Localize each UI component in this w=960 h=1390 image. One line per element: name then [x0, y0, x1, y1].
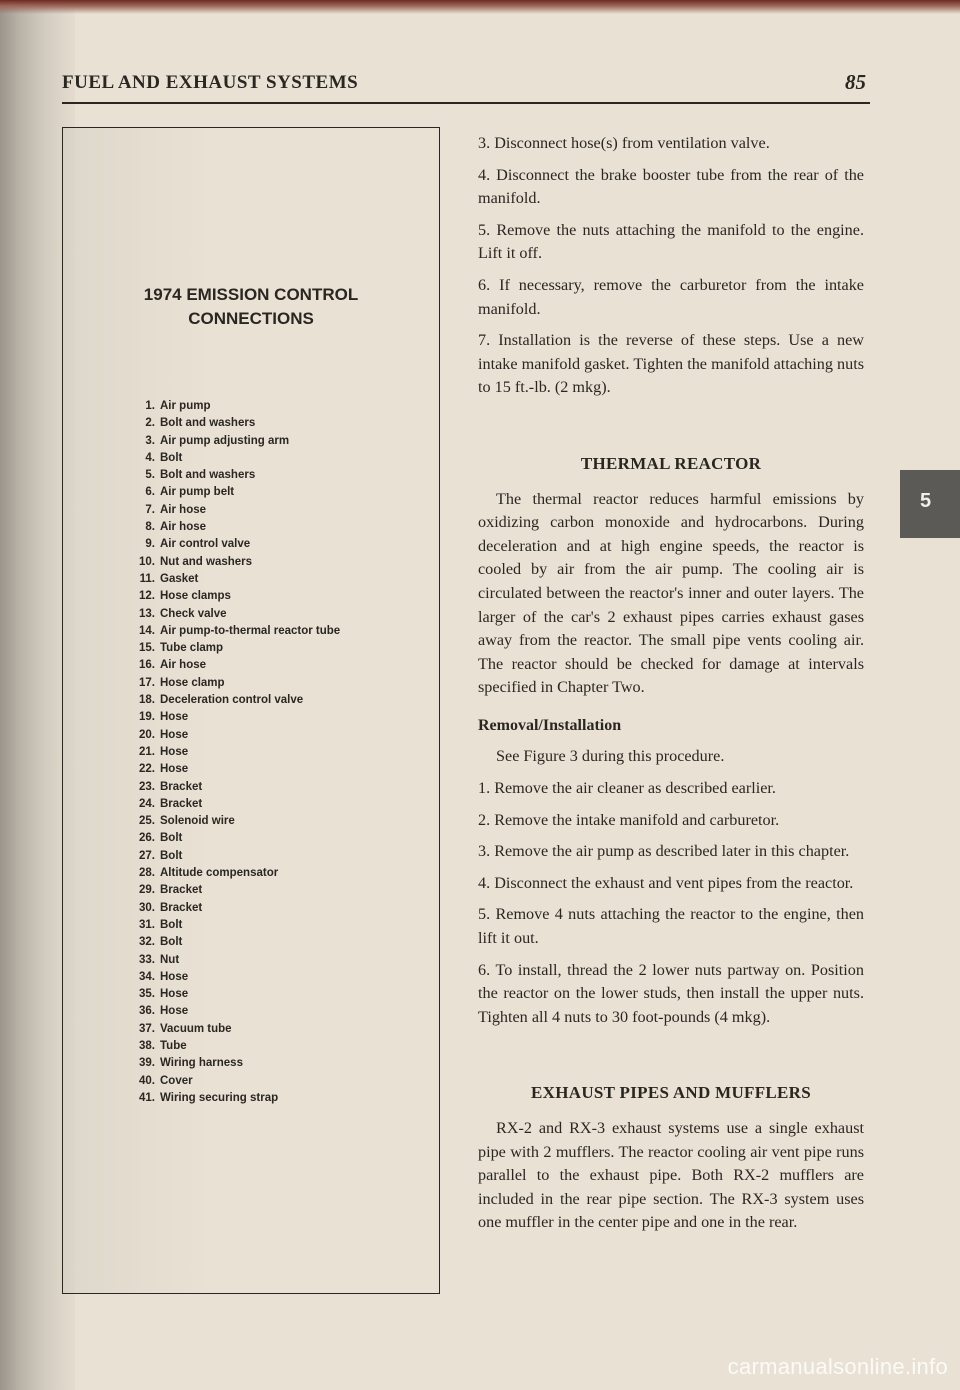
- legend-item-label: Hose: [160, 711, 189, 724]
- legend-item: [133, 415, 340, 432]
- legend-item: [133, 865, 340, 882]
- legend-item-label: Hose clamps: [160, 590, 231, 603]
- page-top-edge: [0, 0, 960, 14]
- procedure-step: 5. Remove 4 nuts attaching the reactor to the engine, then lift it out.: [478, 905, 864, 948]
- legend-item-label: Wiring securing strap: [160, 1091, 279, 1104]
- legend-item-number: 22.: [139, 763, 155, 776]
- right-text-column: [478, 132, 864, 1243]
- exhaust-heading: EXHAUST PIPES AND MUFFLERS: [531, 1083, 811, 1103]
- legend-item-label: Tube clamp: [160, 642, 224, 655]
- figure-title-line-1: 1974 EMISSION CONTROL: [143, 285, 359, 304]
- legend-item: [133, 588, 340, 605]
- see-figure-note: See Figure 3 during this procedure.: [496, 747, 725, 766]
- legend-item: [133, 779, 340, 796]
- legend-item-number: 28.: [139, 867, 155, 880]
- legend-item-number: 12.: [139, 590, 155, 603]
- legend-item-label: Bolt and washers: [160, 469, 256, 482]
- legend-item-label: Tube: [160, 1039, 187, 1052]
- legend-item-label: Air hose: [160, 521, 207, 534]
- legend-item-label: Air pump-to-thermal reactor tube: [160, 624, 341, 637]
- legend-item: [133, 433, 340, 450]
- legend-item-label: Vacuum tube: [160, 1022, 232, 1035]
- legend-item-number: 36.: [139, 1005, 155, 1018]
- legend-item-label: Air control valve: [160, 538, 251, 551]
- legend-item-number: 26.: [139, 832, 155, 845]
- legend-item: [133, 450, 340, 467]
- legend-item-label: Air pump belt: [160, 486, 235, 499]
- legend-item-label: Air pump: [160, 400, 211, 412]
- legend-item: [133, 484, 340, 501]
- removal-installation-subheading: Removal/Installation: [478, 716, 622, 734]
- legend-item-number: 16.: [139, 659, 155, 672]
- legend-item: [133, 606, 340, 623]
- legend-item-number: 13.: [139, 607, 155, 620]
- legend-item-number: 38.: [139, 1039, 155, 1052]
- legend-item: [133, 761, 340, 778]
- exhaust-body: RX-2 and RX-3 exhaust systems use a single exhaust pipe with 2 mufflers. The reactor cooling air vent pipe runs parallel to the exhaust pipe. Both RX-2 mufflers are included in the rear pipe section. The RX-3 system uses one muffler in the center pipe and one in the rear.: [478, 1119, 864, 1232]
- legend-item-number: 40.: [139, 1074, 155, 1087]
- legend-item-label: Altitude compensator: [160, 867, 279, 880]
- legend-item: [133, 1073, 340, 1090]
- legend-item-label: Bolt: [160, 832, 183, 845]
- legend-item-number: 6.: [145, 486, 155, 499]
- legend-item-number: 10.: [139, 555, 155, 568]
- legend-item-number: 4.: [145, 451, 155, 464]
- legend-item: [133, 830, 340, 847]
- procedure-step: 4. Disconnect the brake booster tube from the rear of the manifold.: [478, 165, 864, 208]
- legend-item-number: 9.: [145, 538, 155, 551]
- legend-item-number: 20.: [139, 728, 155, 741]
- legend-item-number: 37.: [139, 1022, 155, 1035]
- legend-item-label: Bolt: [160, 451, 183, 464]
- legend-item: [133, 709, 340, 726]
- legend-item: [133, 502, 340, 519]
- intake-manifold-steps: [478, 132, 864, 400]
- procedure-step: 3. Disconnect hose(s) from ventilation valve.: [478, 134, 770, 152]
- legend-item: [133, 1090, 340, 1107]
- legend-item-label: Bracket: [160, 797, 203, 810]
- legend-item-number: 24.: [139, 797, 155, 810]
- legend-item: [133, 398, 340, 415]
- legend-item-number: 33.: [139, 953, 155, 966]
- chapter-tab-marker: [900, 470, 960, 538]
- procedure-step: 3. Remove the air pump as described later in this chapter.: [478, 842, 850, 861]
- legend-item: [133, 917, 340, 934]
- procedure-step: 2. Remove the intake manifold and carburetor.: [478, 810, 780, 829]
- legend-item-number: 14.: [139, 624, 155, 637]
- legend-item: [133, 986, 340, 1003]
- legend-item-number: 30.: [139, 901, 155, 914]
- legend-item: [133, 1003, 340, 1020]
- legend-item-number: 8.: [145, 521, 155, 534]
- legend-item-label: Bolt: [160, 936, 183, 949]
- legend-item-number: 27.: [139, 849, 155, 862]
- section-title: FUEL AND EXHAUST SYSTEMS: [62, 72, 359, 93]
- legend-item-label: Bolt: [160, 849, 183, 862]
- legend-item-number: 21.: [139, 745, 155, 758]
- procedure-step: 4. Disconnect the exhaust and vent pipes from the reactor.: [478, 873, 854, 892]
- figure-legend-box: [62, 127, 440, 1294]
- legend-item-label: Bolt: [160, 918, 183, 931]
- legend-item-label: Cover: [160, 1074, 193, 1087]
- legend-item: [133, 554, 340, 571]
- thermal-reactor-heading: THERMAL REACTOR: [580, 453, 762, 473]
- legend-item: [133, 934, 340, 951]
- legend-item-label: Solenoid wire: [160, 815, 235, 828]
- legend-item-number: 32.: [139, 936, 155, 949]
- legend-item-label: Air pump adjusting arm: [160, 434, 290, 447]
- thermal-reactor-intro: The thermal reactor reduces harmful emissions by oxidizing carbon monoxide and hydrocarbons. During deceleration and at high engine speeds, the reactor is cooled by air from the air pump. The cooling air is circulated between the reactor's inner and outer layers. The larger of the car's 2 exhaust pipes carries exhaust gases away from the reactor. The small pipe vents cooling air. The reactor should be checked for damage at intervals specified in Chapter Two.: [478, 489, 864, 697]
- legend-item: [133, 813, 340, 830]
- legend-item-label: Wiring harness: [160, 1057, 243, 1070]
- procedure-step: 6. If necessary, remove the carburetor from the intake manifold.: [478, 275, 864, 318]
- legend-item-number: 25.: [139, 815, 155, 828]
- page-number: 85: [845, 70, 866, 94]
- legend-item-label: Hose: [160, 970, 189, 983]
- chapter-tab-number: 5: [920, 490, 932, 512]
- figure-legend-list: [133, 398, 340, 1107]
- legend-item: [133, 467, 340, 484]
- legend-item: [133, 623, 340, 640]
- legend-item-label: Hose clamp: [160, 676, 225, 689]
- legend-item: [133, 675, 340, 692]
- legend-item: [133, 640, 340, 657]
- legend-item: [133, 848, 340, 865]
- legend-item: [133, 796, 340, 813]
- legend-item-label: Hose: [160, 1005, 189, 1018]
- legend-item: [133, 692, 340, 709]
- legend-item-label: Bolt and washers: [160, 417, 256, 430]
- legend-item-label: Bracket: [160, 884, 203, 897]
- figure-title-line-2: CONNECTIONS: [188, 309, 314, 328]
- legend-item-number: 41.: [139, 1091, 155, 1104]
- legend-item: [133, 519, 340, 536]
- legend-item-label: Nut: [160, 953, 180, 966]
- legend-item-number: 3.: [145, 434, 155, 447]
- legend-item-label: Check valve: [160, 607, 227, 620]
- legend-item-label: Hose: [160, 728, 189, 741]
- legend-item: [133, 727, 340, 744]
- legend-item-number: 39.: [139, 1057, 155, 1070]
- legend-item: [133, 952, 340, 969]
- legend-item: [133, 571, 340, 588]
- legend-item-label: Air hose: [160, 659, 207, 672]
- legend-item: [133, 657, 340, 674]
- legend-item-number: 31.: [139, 918, 155, 931]
- legend-item-number: 29.: [139, 884, 155, 897]
- legend-item: [133, 744, 340, 761]
- legend-item-number: 15.: [139, 642, 155, 655]
- legend-item: [133, 882, 340, 899]
- legend-item: [133, 900, 340, 917]
- legend-item-label: Bracket: [160, 780, 203, 793]
- running-header: [62, 70, 870, 104]
- legend-item-number: 23.: [139, 780, 155, 793]
- legend-item-number: 7.: [145, 503, 155, 516]
- legend-item-number: 35.: [139, 988, 155, 1001]
- legend-item-label: Bracket: [160, 901, 203, 914]
- legend-item-number: 18.: [139, 694, 155, 707]
- watermark-text: carmanualsonline.info: [727, 1354, 948, 1379]
- legend-item: [133, 1021, 340, 1038]
- legend-item-number: 34.: [139, 970, 155, 983]
- legend-item-label: Hose: [160, 745, 189, 758]
- legend-item-label: Air hose: [160, 503, 207, 516]
- legend-item: [133, 536, 340, 553]
- legend-item: [133, 1055, 340, 1072]
- legend-item: [133, 1038, 340, 1055]
- legend-item-label: Hose: [160, 988, 189, 1001]
- procedure-step: 6. To install, thread the 2 lower nuts partway on. Position the reactor on the lower studs, then install the upper nuts. Tighten all 4 nuts to 30 foot-pounds (4 mkg).: [478, 960, 864, 1026]
- legend-item-label: Deceleration control valve: [160, 694, 304, 707]
- legend-item-number: 1.: [145, 400, 155, 412]
- legend-item-label: Hose: [160, 763, 189, 776]
- procedure-step: 7. Installation is the reverse of these steps. Use a new intake manifold gasket. Tighten the manifold attaching nuts to 15 ft.-lb. (2 mkg).: [478, 331, 864, 397]
- thermal-reactor-steps: [478, 777, 864, 1029]
- legend-item: [133, 969, 340, 986]
- legend-item-number: 11.: [139, 572, 155, 585]
- legend-item-number: 17.: [139, 676, 155, 689]
- legend-item-number: 2.: [145, 417, 155, 430]
- legend-item-label: Nut and washers: [160, 555, 253, 568]
- legend-item-label: Gasket: [160, 572, 199, 585]
- procedure-step: 5. Remove the nuts attaching the manifold to the engine. Lift it off.: [478, 220, 864, 263]
- procedure-step: 1. Remove the air cleaner as described earlier.: [478, 779, 776, 798]
- legend-item-number: 5.: [145, 469, 155, 482]
- legend-item-number: 19.: [139, 711, 155, 724]
